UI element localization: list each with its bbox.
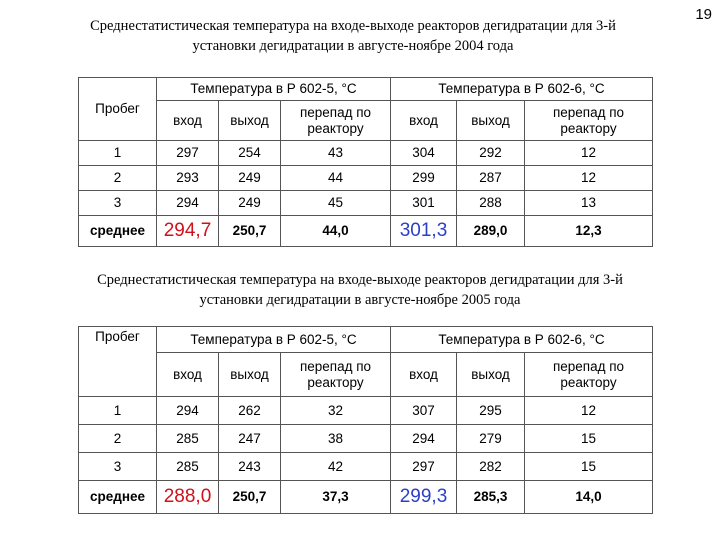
cell-average: 250,7 <box>219 216 281 247</box>
cell: 15 <box>525 453 653 481</box>
cell: 254 <box>219 141 281 166</box>
cell-average-highlight: 294,7 <box>157 216 219 247</box>
caption-line: установки дегидратации в августе-ноябре 2004 года <box>192 38 514 54</box>
caption-line: Среднестатистическая температура на входе-выходе реакторов дегидратации для 3-й <box>97 272 623 288</box>
header-sub: выход <box>219 353 281 397</box>
table-row <box>79 397 653 425</box>
cell-average: 37,3 <box>281 481 391 514</box>
cell: 15 <box>525 425 653 453</box>
header-group-p602-6: Температура в Р 602-6, °С <box>391 327 653 353</box>
cell-average-highlight: 288,0 <box>157 481 219 514</box>
cell: 3 <box>79 191 157 216</box>
header-sub: вход <box>391 353 457 397</box>
cell: 249 <box>219 166 281 191</box>
cell: 3 <box>79 453 157 481</box>
table-row-average <box>79 481 653 514</box>
header-sub: перепад по реактору <box>525 353 653 397</box>
cell-average-label: среднее <box>79 216 157 247</box>
cell: 294 <box>391 425 457 453</box>
cell-average: 14,0 <box>525 481 653 514</box>
cell-average: 289,0 <box>457 216 525 247</box>
cell: 44 <box>281 166 391 191</box>
header-sub: вход <box>157 353 219 397</box>
cell: 13 <box>525 191 653 216</box>
cell: 45 <box>281 191 391 216</box>
cell: 2 <box>79 166 157 191</box>
cell: 294 <box>157 397 219 425</box>
cell: 249 <box>219 191 281 216</box>
header-group-p602-5: Температура в Р 602-5, °С <box>157 327 391 353</box>
table-row <box>79 141 653 166</box>
cell: 282 <box>457 453 525 481</box>
cell: 297 <box>157 141 219 166</box>
cell: 295 <box>457 397 525 425</box>
header-sub: перепад по реактору <box>525 101 653 141</box>
header-sub: выход <box>219 101 281 141</box>
cell: 301 <box>391 191 457 216</box>
header-probeg: Пробег <box>79 78 157 141</box>
cell: 293 <box>157 166 219 191</box>
page-number: 19 <box>695 6 712 23</box>
header-probeg: Пробег <box>79 327 157 397</box>
temperature-table-2004 <box>78 77 653 247</box>
cell: 299 <box>391 166 457 191</box>
header-group-p602-5: Температура в Р 602-5, °С <box>157 78 391 101</box>
cell: 297 <box>391 453 457 481</box>
table-row <box>79 166 653 191</box>
cell: 285 <box>157 453 219 481</box>
cell-average: 250,7 <box>219 481 281 514</box>
table-row <box>79 425 653 453</box>
table-1-caption <box>38 16 668 56</box>
table-2-caption <box>50 270 670 310</box>
cell: 285 <box>157 425 219 453</box>
cell: 294 <box>157 191 219 216</box>
header-group-p602-6: Температура в Р 602-6, °С <box>391 78 653 101</box>
cell: 304 <box>391 141 457 166</box>
table-row <box>79 453 653 481</box>
cell: 43 <box>281 141 391 166</box>
table-row <box>79 191 653 216</box>
cell: 243 <box>219 453 281 481</box>
cell: 12 <box>525 397 653 425</box>
cell-average-highlight: 301,3 <box>391 216 457 247</box>
cell: 288 <box>457 191 525 216</box>
header-sub: перепад по реактору <box>281 101 391 141</box>
cell-average: 44,0 <box>281 216 391 247</box>
cell: 1 <box>79 141 157 166</box>
header-sub: вход <box>157 101 219 141</box>
caption-line: установки дегидратации в августе-ноябре 2005 года <box>199 292 521 308</box>
cell: 287 <box>457 166 525 191</box>
header-sub: вход <box>391 101 457 141</box>
cell: 279 <box>457 425 525 453</box>
header-sub: перепад по реактору <box>281 353 391 397</box>
header-sub: выход <box>457 353 525 397</box>
table-row-average <box>79 216 653 247</box>
cell-average: 285,3 <box>457 481 525 514</box>
header-sub: выход <box>457 101 525 141</box>
cell-average: 12,3 <box>525 216 653 247</box>
cell: 307 <box>391 397 457 425</box>
cell: 247 <box>219 425 281 453</box>
cell: 292 <box>457 141 525 166</box>
temperature-table-2005 <box>78 326 653 514</box>
cell: 32 <box>281 397 391 425</box>
cell: 42 <box>281 453 391 481</box>
cell: 2 <box>79 425 157 453</box>
cell-average-label: среднее <box>79 481 157 514</box>
cell: 38 <box>281 425 391 453</box>
cell-average-highlight: 299,3 <box>391 481 457 514</box>
caption-line: Среднестатистическая температура на входе-выходе реакторов дегидратации для 3-й <box>90 18 616 34</box>
cell: 262 <box>219 397 281 425</box>
cell: 1 <box>79 397 157 425</box>
cell: 12 <box>525 141 653 166</box>
cell: 12 <box>525 166 653 191</box>
